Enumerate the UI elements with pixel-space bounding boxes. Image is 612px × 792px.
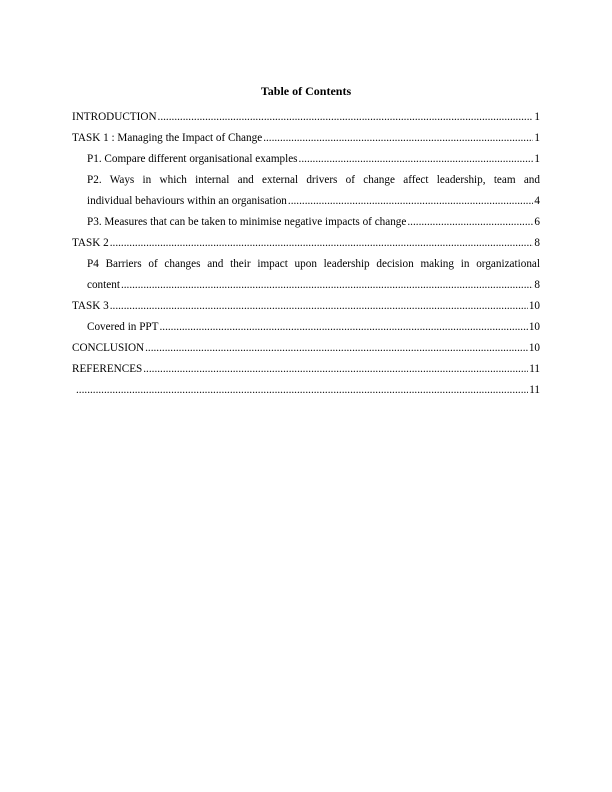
- toc-page-number: 10: [528, 321, 540, 333]
- toc-page-number: 1: [534, 111, 540, 123]
- toc-entry-text: P1. Compare different organisational examples: [87, 153, 298, 165]
- toc-entry-text: TASK 3: [72, 300, 109, 312]
- toc-entry-text-line2: individual behaviours within an organisation: [87, 195, 287, 207]
- toc-leader-dots: [299, 151, 534, 167]
- toc-page-number: 10: [528, 300, 540, 312]
- toc-page-number: 10: [528, 342, 540, 354]
- toc-entry-text: INTRODUCTION: [72, 111, 157, 123]
- toc-leader-dots: [76, 382, 528, 398]
- toc-page-number: 4: [534, 195, 540, 207]
- toc-entry-text: REFERENCES: [72, 363, 143, 375]
- toc-entry-task2[interactable]: [72, 235, 540, 256]
- toc-entry-p4[interactable]: [72, 256, 540, 298]
- toc-page-number: 1: [534, 132, 540, 144]
- toc-entry-text: TASK 1 : Managing the Impact of Change: [72, 132, 263, 144]
- toc-entry-line2: [87, 277, 540, 298]
- toc-page-number: 6: [534, 216, 540, 228]
- toc-page-number: 8: [534, 279, 540, 291]
- toc-leader-dots: [145, 340, 528, 356]
- toc-entry-text-line2: content: [87, 279, 120, 291]
- toc-leader-dots: [288, 193, 534, 209]
- toc-entry-task3[interactable]: [72, 298, 540, 319]
- toc-entry-task1[interactable]: [72, 130, 540, 151]
- toc-leader-dots: [159, 319, 527, 335]
- toc-entry-text: P3. Measures that can be taken to minimise negative impacts of change: [87, 216, 407, 228]
- toc-entry-p3[interactable]: [72, 214, 540, 235]
- toc-entry-p1[interactable]: [72, 151, 540, 172]
- toc-entry-text-line1: P4 Barriers of changes and their impact upon leadership decision making in organizational: [87, 258, 540, 270]
- toc-leader-dots: [121, 277, 533, 293]
- table-of-contents: [72, 109, 540, 403]
- toc-page-number: 1: [534, 153, 540, 165]
- toc-entry-text: CONCLUSION: [72, 342, 145, 354]
- toc-page-number: 11: [529, 363, 540, 375]
- toc-entry-text: TASK 2: [72, 237, 109, 249]
- toc-entry-conclusion[interactable]: [72, 340, 540, 361]
- toc-entry-text-line1: P2. Ways in which internal and external drivers of change affect leadership, team and: [87, 174, 540, 186]
- toc-page-number: 8: [534, 237, 540, 249]
- toc-page-number: 11: [529, 384, 540, 396]
- toc-title: Table of Contents: [260, 84, 352, 98]
- toc-entry-untitled[interactable]: [72, 382, 540, 403]
- toc-leader-dots: [407, 214, 533, 230]
- toc-entry-introduction[interactable]: [72, 109, 540, 130]
- toc-leader-dots: [143, 361, 528, 377]
- toc-entry-text: Covered in PPT: [87, 321, 159, 333]
- toc-entry-line2: [87, 193, 540, 214]
- toc-leader-dots: [110, 235, 534, 251]
- toc-entry-p2[interactable]: [72, 172, 540, 214]
- toc-entry-covered-in-ppt[interactable]: [72, 319, 540, 340]
- toc-leader-dots: [263, 130, 533, 146]
- toc-leader-dots: [110, 298, 528, 314]
- toc-entry-references[interactable]: [72, 361, 540, 382]
- toc-leader-dots: [158, 109, 534, 125]
